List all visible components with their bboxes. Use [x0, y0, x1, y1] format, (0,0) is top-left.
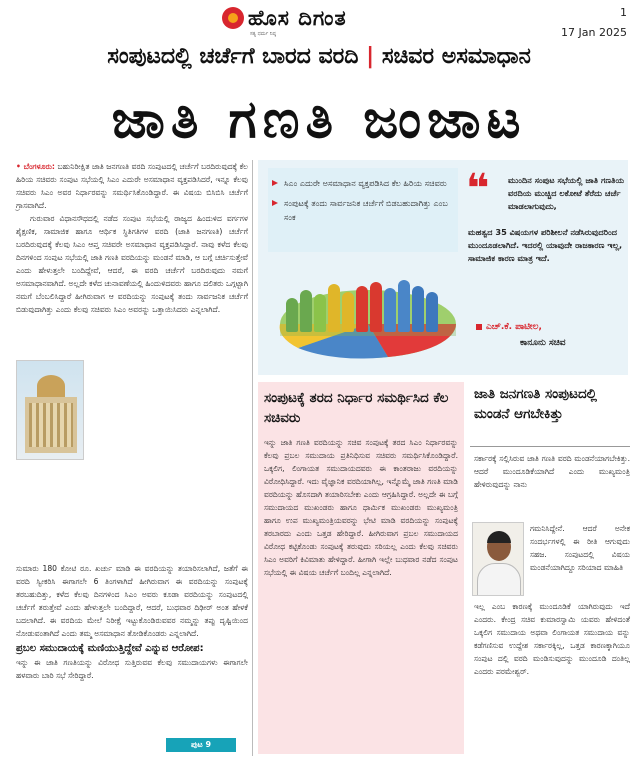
newspaper-logo — [222, 3, 347, 33]
left-para-1 — [16, 160, 248, 212]
quote-author-name: ಎಚ್.ಕೆ. ಪಾಟೀಲ, — [486, 322, 542, 332]
page-date: 17 Jan 2025 — [561, 26, 627, 39]
quote-role: ಕಾನೂನು ಸಚಿವ — [520, 338, 566, 348]
masthead — [0, 0, 637, 40]
building-columns — [29, 403, 73, 447]
page-number: 1 — [620, 6, 627, 19]
left-story-continued — [16, 562, 248, 682]
logo-text: ಹೊಸ ದಿಗಂತ — [248, 5, 347, 30]
person-figure — [356, 286, 368, 332]
kicker-headline — [8, 44, 630, 78]
main-headline: ಜಾತಿ ಗಣತಿ ಜಂಜಾಟ — [111, 90, 527, 150]
person-figure — [342, 292, 354, 332]
author-bullet-icon — [476, 324, 482, 330]
people-figures — [286, 272, 446, 332]
quote-author — [476, 320, 626, 334]
kicker-left: ಸಂಪುಟದಲ್ಲಿ ಚರ್ಚೆಗೆ ಬಾರದ ವರದಿ — [107, 44, 359, 69]
left-para-3: ಸುಮಾರು 180 ಕೋಟಿ ರೂ. ಖರ್ಚು ಮಾಡಿ ಈ ವರದಿಯನ್ನು ತಯಾರಿಸಲಾಗಿದೆ, ಜತೆಗೆ ಈ ವರದಿ ಸ್ವೀಕರಿಸಿ ಈಗಾಗಲೇ 6 ತಿಂಗಳಾಗಿದೆ ಹೀಗಿರುವಾಗ ಈ ವರದಿಯನ್ನು ಸಂಪುಟಕ್ಕೆ ತರಬಹುದಿತ್ತು, ಕಳೆದ ಕೆಲವು ದಿನಗಳಿಂದ ಸಿಎಂ ಅವರು ಕೂಡಾ ವರದಿಯನ್ನು ಸಂಪುಟದಲ್ಲಿ ಚರ್ಚೆಗೆ ತರುತ್ತೇವೆ ಎಂದು ಹೇಳುತ್ತಲೇ ಬಂದಿದ್ದಾರೆ, ಆದರೆ, ಬುಧವಾರ ದಿಢೀರ್ ಅಂತ ಹೇಳಕೆ ಬದಲಾಗಿದೆ. ಈ ವರದಿಯ ಮೇಲೆ ನಿರೀಕ್ಷೆ ಇಟ್ಟುಕೊಂಡಿರುವವರ ನಮ್ಮನ್ನು ತಪ್ಪು ದೃಷ್ಟಿಯಿಂದ ನೋಡುವಂತಾಗಿದೆ ಎಂದು ತಮ್ಮ ಅಸಮಾಧಾನ ತೋಡಿಕೊಂಡರು ಎನ್ನಲಾಗಿದೆ. — [16, 564, 248, 638]
left-para-1-text: ಬಹುನಿರೀಕ್ಷಿತ ಜಾತಿ ಜನಗಣತಿ ವರದಿ ಸಂಪುಟದಲ್ಲಿ ಚರ್ಚೆಗೆ ಬರದಿರುವುದಕ್ಕೆ ಕೆಲ ಹಿರಿಯ ಸಚಿವರು ಸಂಪುಟ ಸಭೆಯಲ್ಲಿ ಸಿಎಂ ಎದುರೇ ಅಸಮಾಧಾನ ವ್ಯಕ್ತಪಡಿಸಿದರೆ, ಇನ್ನೂ ಕೆಲವು ಸಚಿವರು ಸಿಎಂ ಅವರ ನಿರ್ಧಾರವನ್ನು ಸಮರ್ಥಿಸಿಕೊಂಡಿದ್ದಾರೆ. ಈ ವಿಷಯ ಬಿಸಿಬಿಸಿ ಚರ್ಚೆಗೆ ಗ್ರಾಸವಾಗಿದೆ. — [16, 162, 248, 210]
infographic-points — [268, 168, 458, 252]
right-story-body-top: ಸರ್ಕಾರಕ್ಕೆ ಸಲ್ಲಿಸಿರುವ ಜಾತಿ ಗಣತಿ ವರದಿ ಮಂಡನೆಯಾಗಬೇಕಿತ್ತು. ಆದರೆ ಮುಂದೂಡಿಕೆಯಾಗಿದೆ ಎಂದು ಮುಖ್ಯಮಂತ್ರಿ ಹೇಳಿರುವುದನ್ನು ನಾನು — [474, 454, 630, 489]
photo-hair — [487, 531, 511, 543]
parameshwar-photo — [472, 522, 524, 596]
person-figure — [286, 298, 298, 332]
quote-icon: ❝ — [466, 166, 490, 212]
left-para-4: ಇನ್ನು ಈ ಜಾತಿ ಗಣತಿಯನ್ನು ವಿರೋಧ ಸುತ್ತಿರುವವ ಕೆಲವು ಸಮುದಾಯಗಳು ಈಗಾಗಲೇ ಹಳವಾರು ಬಾರಿ ಸಭೆ ಸೇರಿದ್ದಾರೆ. — [16, 658, 248, 680]
building-dome — [37, 375, 65, 397]
point-two: ಸಂಪುಟಕ್ಕೆ ತಂದು ಸಾರ್ವಜನಿಕ ಚರ್ಚೆಗೆ ಬಿಡಬಹುದಾಗಿತ್ತು ಎಂಬ ಸಂಕ — [268, 196, 458, 224]
point-one: ಸಿಎಂ ಎದುರೇ ಅಸಮಾಧಾನ ವ್ಯಕ್ತಪಡಿಸಿದ ಕೆಲ ಹಿರಿಯ ಸಚಿವರು — [268, 176, 458, 190]
middle-story-body: ಇನ್ನು ಜಾತಿ ಗಣತಿ ವರದಿಯನ್ನು ಸಚಿವ ಸಂಪುಟಕ್ಕೆ ತರದ ಸಿಎಂ ನಿರ್ಧಾರವನ್ನು ಕೆಲವು ಪ್ರಬಲ ಸಮುದಾಯ ಪ್ರತಿನಿಧಿಸುವ ಸಚಿವರು ಸಮರ್ಥಿಸಿಕೊಂಡಿದ್ದಾರೆ. ಒಕ್ಕಲಿಗ, ಲಿಂಗಾಯತ ಸಮುದಾಯದವರು ಈ ಕಾಂತರಾಜು ವರದಿಯನ್ನು ವಿರೋಧಿಸಿದ್ದಾರೆ. ಇದು ವೈಜ್ಞಾನಿಕ ವರದಿಯಾಗಿಲ್ಲ, ಇನ್ನೊಮ್ಮೆ ಜಾತಿ ಗಣತಿ ಮಾಡಿ ವರದಿಯನ್ನು ಹೊಸದಾಗಿ ತಯಾರಿಸಬೇಕು ಎಂದು ಆಗ್ರಹಿಸಿದ್ದಾರೆ. ಅಲ್ಲದೇ ಈ ಬಗ್ಗೆ ಸಮುದಾಯದ ಮುಖಂಡರು ಹಾಗೂ ಧಾರ್ಮಿಕ ಮುಖಂಡರು ಮುಖ್ಯಮಂತ್ರಿ ಹಾಗೂ ಉಪ ಮುಖ್ಯಮಂತ್ರಿಯವರನ್ನು ಭೇಟಿ ಮಾಡಿ ವರದಿಯನ್ನು ಸಂಪುಟಕ್ಕೆ ತರಬಾರದು ಎಂದು ಒತ್ತಡ ಹೇರಿದ್ದಾರೆ. ಹೀಗಿರುವಾಗ ಪ್ರಬಲ ಸಮುದಾಯದ ವಿರೋಧ ಕಟ್ಟಿಕೊಂಡು ಸಂಪುಟಕ್ಕೆ ತರುವುದು ಸರಿಯಲ್ಲ ಎಂದು ಕೆಲವು ಸಚಿವರು ಸಿಎಂ ಅವರಿಗೆ ಕಿವಿಮಾತು ಹೇಳಿದ್ದಾರೆ. ಹೀಗಾಗಿ ಇಲ್ಲೇ ಬುಧವಾರ ನಡೆದ ಸಂಪುಟ ಸಭೆಯಲ್ಲಿ ಈ ವಿಷಯ ಚರ್ಚೆಗೆ ಬಂದಿಲ್ಲ ಎನ್ನಲಾಗಿದೆ. — [264, 438, 458, 577]
left-subhead: ಪ್ರಬಲ ಸಮುದಾಯಕ್ಕೆ ಮಣಿಯುತ್ತಿದ್ದೇವೆ ಎನ್ನುವ ಆರೋಪ: — [16, 643, 204, 654]
photo-body — [477, 563, 521, 596]
left-para-2: ಗುರುವಾರ ವಿಧಾನಸೌಧದಲ್ಲಿ ನಡೆದ ಸಂಪುಟ ಸಭೆಯಲ್ಲಿ ರಾಜ್ಯದ ಹಿಂದುಳಿದ ವರ್ಗಗಳ ಶೈಕ್ಷಣಿಕ, ಸಾಮಾಜಿಕ ಹಾಗೂ ಆರ್ಥಿಕ ಸ್ಥಿತಿಗತಿಗಳ ವರದಿ (ಜಾತಿ ಜನಗಣತಿ) ಚರ್ಚೆಗೆ ಬರದಿರುವುದಕ್ಕೆ ಕೆಲವು ಸಿಎಂ ಆಪ್ತ ಸಚಿವರೇ ಅಸಮಾಧಾನ ವ್ಯಕ್ತಪಡಿಸಿದ್ದಾರೆ. ನಾವು ಕಳೆದ ಕೆಲವು ದಿನಗಳಿಂದ ಸಂಪುಟ ಸಭೆಯಲ್ಲಿ ಜಾತಿ ಗಣತಿ ವರದಿಯನ್ನು ಮಂಡನೆ ಮಾಡಿ, ಆ ಬಗ್ಗೆ ಚರ್ಚಿಸುತ್ತೇವೆ ಎಂದು ಹೇಳುತ್ತಲೇ ಬಂದಿದ್ದೇವೆ, ಆದರೆ, ಈ ವರದಿ ಚರ್ಚೆಗೆ ಬರದಿರುವುದು ನಮಗೆ ಅಸಮಾಧಾನವಾಗಿದೆ. ಅಲ್ಲದೇ ಕಳೆದ ಚುನಾವಣೆಯಲ್ಲಿ ಹಿಂದುಳಿದವರು ಹಾಗೂ ದಲಿತರು ಒಗ್ಗಟ್ಟಾಗಿ ನಮಗೆ ಬೆಂಬಲಿಸಿದ್ದಾರೆ ಹೀಗಿರುವಾಗ ಆ ವರದಿಯನ್ನು ಸಂಪುಟಕ್ಕೆ ತಂದು ಸಾರ್ವಜನಿಕ ಚರ್ಚೆಗೆ ಬಿಡುವುದಾಗಿತ್ತು ಎಂದು ಕೆಲವು ಸಚಿವರು ಸಿಎಂ ಅವರನ್ನು ಒತ್ತಾಯಿಸಿದರು ಎನ್ನಲಾಗಿದೆ. — [16, 214, 248, 314]
kicker-separator: | — [366, 44, 375, 69]
right-story-body-mid: ಗಮನಿಸಿದ್ದೇನೆ. ಆದರೆ ಅನೇಕ ಸಂದರ್ಭಗಳಲ್ಲಿ ಈ ರೀತಿ ಆಗುವುದು ಸಹಜ. ಸಂಪುಟದಲ್ಲಿ ವಿಷಯ ಮಂಡನೆಯಾಗಿದ್ದೂ ಸರಿಯಾದ ಮಾಹಿತಿ — [530, 524, 630, 572]
logo-sun-icon — [222, 7, 244, 29]
right-story-rule — [470, 446, 630, 447]
quote-rest: ಮಹತ್ವದ 35 ವಿಷಯಗಳ ಪರಿಶೀಲನೆ ನಡೆಸಿರುವುದರಿಂದ ಮುಂದೂಡಲಾಗಿದೆ. ಇದರಲ್ಲಿ ಯಾವುದೇ ರಾಜಕಾರಣ ಇಲ್ಲ, ಸಾಮಾಜಿಕ ಕಾರಣ ಮಾತ್ರ ಇದೆ. — [468, 227, 623, 263]
person-figure — [398, 280, 410, 332]
person-figure — [384, 288, 396, 332]
column-divider — [252, 160, 253, 756]
continued-on-page-link[interactable]: ಪುಟ 9 — [166, 738, 236, 752]
person-figure — [314, 294, 326, 332]
middle-story-headline: ಸಂಪುಟಕ್ಕೆ ತರದ ನಿರ್ಧಾರ ಸಮರ್ಥಿಸಿದ ಕೆಲ ಸಚಿವರು — [264, 390, 449, 426]
right-story-headline: ಜಾತಿ ಜನಗಣತಿ ಸಂಪುಟದಲ್ಲಿ ಮಂಡನೆ ಆಗಬೇಕಿತ್ತು — [474, 386, 597, 422]
logo-tagline: ಸತ್ಯ ಧರ್ಮ ನಿಷ್ಠ — [250, 31, 276, 37]
right-story-body-bottom: ಇಲ್ಲ ಎಂಬ ಕಾರಣಕ್ಕೆ ಮುಂದೂಡಿಕೆ ಯಾಗಿರುವುದು ಇದೆ ಎಂದರು. ಕೇಂದ್ರ ಸಚಿವ ಕುಮಾರಸ್ವಾಮಿ ಯವರು ಹೇಳಿದಂತೆ ಒಕ್ಕಲಿಗ ಸಮುದಾಯ ಅಥವಾ ಲಿಂಗಾಯತ ಸಮುದಾಯ ವನ್ನು ಕಡೆಗಣಿಸುವ ಉದ್ದೇಶ ಸರ್ಕಾರಕ್ಕಿಲ್ಲ, ಒತ್ತಡ ಕಾರಣಕ್ಕಾಗಿಯೂ ಸಂಪುಟ ದಲ್ಲಿ ವರದಿ ಮಂಡಿಸುವುದನ್ನು ಮುಂದೂಡಿ ದಂತಿಲ್ಲ ಎಂದರು ಪರಮೇಶ್ವರ್. — [474, 602, 630, 676]
dateline: • ಬೆಂಗಳೂರು: — [16, 162, 55, 171]
person-figure — [412, 286, 424, 332]
person-figure — [328, 284, 340, 332]
person-figure — [370, 282, 382, 332]
vidhana-soudha-photo — [16, 360, 84, 460]
kicker-right: ಸಚಿವರ ಅಸಮಾಧಾನ — [381, 44, 531, 69]
quote-lead: ಮುಂದಿನ ಸಂಪುಟ ಸಭೆಯಲ್ಲಿ ಜಾತಿ ಗಣತಿಯ ವರದಿಯ ಮುಚ್ಚಿದ ಲಕೋಟೆ ತೆರೆದು ಚರ್ಚೆ ಮಾಡಲಾಗುವುದು, — [508, 175, 625, 211]
person-figure — [426, 292, 438, 332]
person-figure — [300, 290, 312, 332]
